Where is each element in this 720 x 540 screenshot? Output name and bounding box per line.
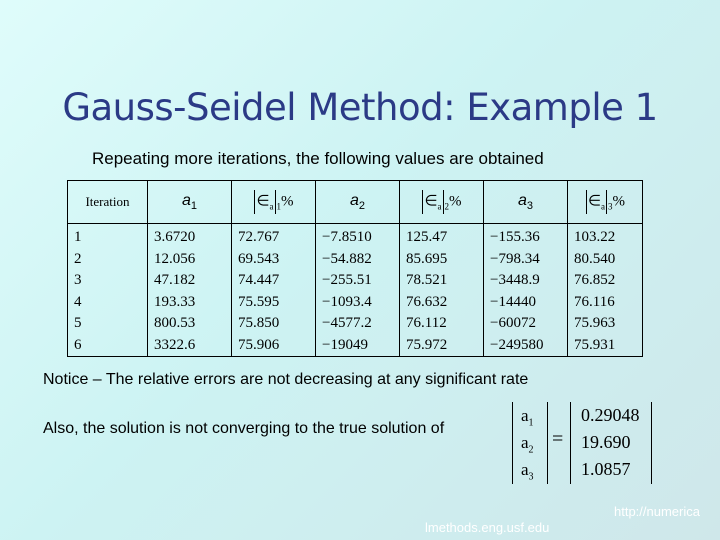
header-a3: $a_3$ — [484, 181, 568, 224]
column-error-a2: 125.47 85.695 78.521 76.632 76.112 75.972 — [400, 224, 484, 357]
slide-subtitle: Repeating more iterations, the following values are obtained — [92, 149, 544, 168]
header-error-a1: $\in_a$ $_1$% — [232, 181, 316, 224]
column-error-a3: 103.22 80.540 76.852 76.116 75.963 75.931 — [568, 224, 643, 357]
equals-sign: = — [552, 428, 564, 450]
footer-url-part2: lmethods.eng.usf.edu — [425, 520, 550, 535]
table-body-row — [68, 224, 643, 357]
column-error-a1: 72.767 69.543 74.447 75.595 75.850 75.906 — [232, 224, 316, 357]
also-text: Also, the solution is not converging to the true solution of — [43, 420, 445, 437]
unknown-a3: $a_3$ — [521, 460, 534, 483]
footer-url-part1: http://numerica — [614, 504, 700, 519]
iteration-table — [67, 180, 643, 357]
unknown-a2: $a_2$ — [521, 433, 534, 456]
header-error-a3: $\in_a$ $_3$% — [568, 181, 643, 224]
header-a1: $a_1$ — [148, 181, 232, 224]
unknowns-vector — [512, 402, 548, 484]
solution-value-3: 1.0857 — [581, 459, 631, 479]
notice-text: Notice – The relative errors are not decreasing at any significant rate — [43, 371, 529, 388]
column-a3: −155.36 −798.34 −3448.9 −14440 −60072 −249580 — [484, 224, 568, 357]
column-a1: 3.6720 12.056 47.182 193.33 800.53 3322.6 — [148, 224, 232, 357]
unknown-a1: $a_1$ — [521, 406, 534, 429]
table-header-row — [68, 181, 643, 224]
column-a2: −7.8510 −54.882 −255.51 −1093.4 −4577.2 −19049 — [316, 224, 400, 357]
slide-title: Gauss-Seidel Method: Example 1 — [62, 86, 658, 129]
header-a2: $a_2$ — [316, 181, 400, 224]
header-iteration: Iteration — [68, 181, 148, 224]
header-error-a2: $\in_a$ $_2$% — [400, 181, 484, 224]
solution-value-2: 19.690 — [581, 432, 631, 452]
true-solution-vector — [570, 402, 652, 484]
column-iteration: 1 2 3 4 5 6 — [68, 224, 148, 357]
solution-value-1: 0.29048 — [581, 405, 640, 425]
